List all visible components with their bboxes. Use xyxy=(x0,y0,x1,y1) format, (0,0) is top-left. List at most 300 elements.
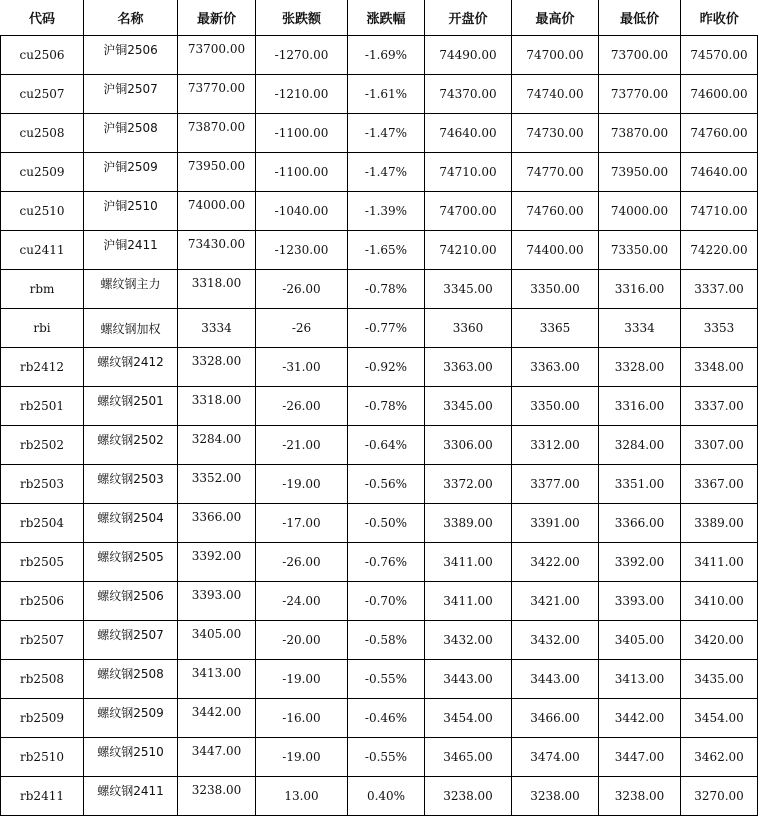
col-header-high[interactable]: 最高价 xyxy=(512,0,599,36)
cell-low xyxy=(599,465,681,504)
cell-text: 3365 xyxy=(539,321,571,335)
col-header-low[interactable]: 最低价 xyxy=(599,0,681,36)
col-header-change-pct[interactable]: 涨跌幅 xyxy=(348,0,425,36)
cell-name xyxy=(84,504,178,543)
cell-text: 3307.00 xyxy=(694,438,744,452)
cell-change xyxy=(256,699,348,738)
cell-text: 74210.00 xyxy=(439,243,497,257)
cell-text: 74570.00 xyxy=(690,48,748,62)
cell-name xyxy=(84,699,178,738)
cell-text: 螺纹钢2411 xyxy=(97,783,164,798)
cell-text: 螺纹钢2501 xyxy=(97,393,164,408)
cell-change-pct xyxy=(348,543,425,582)
cell-change xyxy=(256,270,348,309)
cell-text: 74370.00 xyxy=(439,87,497,101)
cell-prev-close xyxy=(681,465,758,504)
cell-text: 73870.00 xyxy=(187,120,246,134)
cell-text: -24.00 xyxy=(282,594,321,608)
cell-change xyxy=(256,504,348,543)
cell-text: 3393.00 xyxy=(191,588,242,602)
cell-last xyxy=(178,660,256,699)
cell-text: 3435.00 xyxy=(694,672,744,686)
cell-change xyxy=(256,114,348,153)
cell-text: -26 xyxy=(291,321,312,335)
table-row[interactable] xyxy=(1,621,758,660)
cell-high xyxy=(512,582,599,621)
cell-open xyxy=(425,699,512,738)
cell-text: -17.00 xyxy=(282,516,321,530)
cell-change xyxy=(256,777,348,816)
cell-text: 螺纹钢2506 xyxy=(97,588,164,603)
cell-text: cu2508 xyxy=(19,126,65,140)
cell-last xyxy=(178,621,256,660)
cell-high xyxy=(512,75,599,114)
table-row[interactable] xyxy=(1,270,758,309)
cell-open xyxy=(425,504,512,543)
cell-name xyxy=(84,426,178,465)
cell-low xyxy=(599,543,681,582)
cell-low xyxy=(599,114,681,153)
cell-prev-close xyxy=(681,153,758,192)
table-row[interactable] xyxy=(1,153,758,192)
cell-text: -1270.00 xyxy=(274,48,329,62)
cell-prev-close xyxy=(681,543,758,582)
cell-text: -1.61% xyxy=(364,87,408,101)
cell-text: 3392.00 xyxy=(614,555,665,569)
cell-text: 3318.00 xyxy=(191,393,242,407)
table-row[interactable] xyxy=(1,348,758,387)
cell-text: 73870.00 xyxy=(610,126,669,140)
cell-text: 3328.00 xyxy=(191,354,242,368)
cell-text: 螺纹钢2505 xyxy=(97,549,164,564)
cell-text: -26.00 xyxy=(282,555,321,569)
cell-text: -1.47% xyxy=(364,126,408,140)
cell-last xyxy=(178,504,256,543)
cell-name xyxy=(84,465,178,504)
cell-last xyxy=(178,231,256,270)
cell-text: 3318.00 xyxy=(191,276,242,290)
cell-high xyxy=(512,660,599,699)
cell-text: 沪铜2506 xyxy=(103,42,158,57)
cell-open xyxy=(425,660,512,699)
cell-low xyxy=(599,777,681,816)
cell-prev-close xyxy=(681,231,758,270)
cell-low xyxy=(599,738,681,777)
cell-change xyxy=(256,426,348,465)
cell-name xyxy=(84,75,178,114)
cell-prev-close xyxy=(681,270,758,309)
cell-prev-close xyxy=(681,426,758,465)
cell-high xyxy=(512,231,599,270)
cell-text: 3420.00 xyxy=(694,633,744,647)
cell-text: 3447.00 xyxy=(191,744,242,758)
cell-change-pct xyxy=(348,504,425,543)
cell-high xyxy=(512,699,599,738)
cell-code xyxy=(1,426,84,465)
cell-text: -26.00 xyxy=(282,399,321,413)
cell-text: -1230.00 xyxy=(274,243,329,257)
cell-text: cu2507 xyxy=(19,87,65,101)
cell-text: 3422.00 xyxy=(530,555,580,569)
cell-text: 3238.00 xyxy=(191,783,242,797)
cell-text: 3284.00 xyxy=(614,438,665,452)
cell-text: 3348.00 xyxy=(694,360,744,374)
table-row[interactable] xyxy=(1,777,758,816)
cell-code xyxy=(1,348,84,387)
cell-last xyxy=(178,114,256,153)
cell-code xyxy=(1,621,84,660)
cell-text: -0.46% xyxy=(364,711,408,725)
cell-low xyxy=(599,153,681,192)
cell-low xyxy=(599,387,681,426)
cell-text: 3421.00 xyxy=(530,594,580,608)
cell-code xyxy=(1,114,84,153)
cell-text: -0.64% xyxy=(364,438,408,452)
cell-text: cu2509 xyxy=(19,165,65,179)
cell-text: 3443.00 xyxy=(530,672,580,686)
cell-code xyxy=(1,387,84,426)
cell-change-pct xyxy=(348,348,425,387)
cell-code xyxy=(1,465,84,504)
cell-open xyxy=(425,153,512,192)
cell-text: rb2502 xyxy=(20,438,64,452)
cell-text: 74000.00 xyxy=(610,204,669,218)
cell-high xyxy=(512,465,599,504)
cell-text: 13.00 xyxy=(284,789,319,803)
cell-text: cu2510 xyxy=(19,204,65,218)
cell-name xyxy=(84,192,178,231)
cell-text: 74700.00 xyxy=(439,204,497,218)
cell-last xyxy=(178,543,256,582)
cell-high xyxy=(512,543,599,582)
cell-last xyxy=(178,777,256,816)
cell-text: rb2505 xyxy=(20,555,64,569)
cell-change-pct xyxy=(348,153,425,192)
cell-name xyxy=(84,660,178,699)
cell-text: 3454.00 xyxy=(694,711,744,725)
table-row[interactable] xyxy=(1,582,758,621)
cell-text: 3442.00 xyxy=(614,711,665,725)
cell-name xyxy=(84,348,178,387)
cell-code xyxy=(1,36,84,75)
cell-high xyxy=(512,348,599,387)
col-header-prev-close[interactable]: 昨收价 xyxy=(681,0,758,36)
cell-text: 3410.00 xyxy=(694,594,744,608)
cell-high xyxy=(512,621,599,660)
table-row[interactable] xyxy=(1,114,758,153)
cell-low xyxy=(599,231,681,270)
cell-code xyxy=(1,543,84,582)
cell-text: 73950.00 xyxy=(187,159,246,173)
cell-name xyxy=(84,387,178,426)
cell-open xyxy=(425,738,512,777)
cell-text: -21.00 xyxy=(282,438,321,452)
cell-text: -1210.00 xyxy=(274,87,329,101)
cell-text: 沪铜2509 xyxy=(103,159,158,174)
cell-text: rb2509 xyxy=(20,711,64,725)
cell-text: -26.00 xyxy=(282,282,321,296)
cell-text: 73950.00 xyxy=(610,165,669,179)
cell-open xyxy=(425,387,512,426)
table-row[interactable] xyxy=(1,660,758,699)
cell-low xyxy=(599,270,681,309)
cell-prev-close xyxy=(681,387,758,426)
cell-text: 3413.00 xyxy=(614,672,665,686)
col-header-name[interactable]: 名称 xyxy=(84,0,178,36)
table-row[interactable] xyxy=(1,75,758,114)
cell-text: 3363.00 xyxy=(443,360,493,374)
cell-high xyxy=(512,309,599,348)
cell-text: 3389.00 xyxy=(443,516,493,530)
cell-code xyxy=(1,699,84,738)
cell-high xyxy=(512,504,599,543)
cell-code xyxy=(1,270,84,309)
cell-text: 3447.00 xyxy=(614,750,665,764)
cell-text: -0.78% xyxy=(364,282,408,296)
cell-change-pct xyxy=(348,231,425,270)
cell-text: 螺纹钢2510 xyxy=(97,744,164,759)
cell-text: 3442.00 xyxy=(191,705,242,719)
cell-text: 74760.00 xyxy=(690,126,748,140)
table-row[interactable] xyxy=(1,231,758,270)
cell-high xyxy=(512,192,599,231)
cell-code xyxy=(1,738,84,777)
cell-last xyxy=(178,270,256,309)
cell-text: -0.92% xyxy=(364,360,408,374)
cell-name xyxy=(84,36,178,75)
cell-open xyxy=(425,192,512,231)
cell-text: rb2503 xyxy=(20,477,64,491)
cell-text: 3363.00 xyxy=(530,360,580,374)
cell-text: rbm xyxy=(29,282,55,296)
cell-text: 3316.00 xyxy=(614,282,665,296)
cell-low xyxy=(599,426,681,465)
table-row[interactable] xyxy=(1,36,758,75)
cell-low xyxy=(599,660,681,699)
cell-change xyxy=(256,36,348,75)
cell-text: 3474.00 xyxy=(530,750,580,764)
cell-prev-close xyxy=(681,309,758,348)
cell-text: 3337.00 xyxy=(694,282,744,296)
cell-text: -1.65% xyxy=(364,243,408,257)
cell-change xyxy=(256,387,348,426)
table-row[interactable] xyxy=(1,192,758,231)
col-header-last[interactable]: 最新价 xyxy=(178,0,256,36)
cell-text: 螺纹钢2502 xyxy=(97,432,164,447)
cell-text: 3432.00 xyxy=(443,633,493,647)
cell-text: 0.40% xyxy=(366,789,406,803)
cell-text: 3353 xyxy=(703,321,735,335)
cell-text: 3466.00 xyxy=(530,711,580,725)
cell-text: 3312.00 xyxy=(530,438,580,452)
cell-high xyxy=(512,777,599,816)
cell-open xyxy=(425,348,512,387)
cell-text: 3411.00 xyxy=(443,594,493,608)
cell-text: 74760.00 xyxy=(526,204,584,218)
cell-text: 3350.00 xyxy=(530,282,580,296)
table-row[interactable] xyxy=(1,504,758,543)
cell-prev-close xyxy=(681,621,758,660)
cell-text: rb2411 xyxy=(20,789,64,803)
cell-low xyxy=(599,621,681,660)
cell-prev-close xyxy=(681,582,758,621)
cell-high xyxy=(512,387,599,426)
cell-text: 螺纹钢2508 xyxy=(97,666,164,681)
cell-text: 74600.00 xyxy=(690,87,748,101)
col-header-open[interactable]: 开盘价 xyxy=(425,0,512,36)
cell-text: 74000.00 xyxy=(187,198,246,212)
cell-text: 3366.00 xyxy=(614,516,665,530)
cell-code xyxy=(1,192,84,231)
cell-text: 螺纹钢2509 xyxy=(97,705,164,720)
cell-low xyxy=(599,192,681,231)
cell-text: cu2506 xyxy=(19,48,65,62)
cell-text: -16.00 xyxy=(282,711,321,725)
cell-text: 74730.00 xyxy=(526,126,584,140)
cell-text: 螺纹钢2507 xyxy=(97,627,164,642)
cell-prev-close xyxy=(681,699,758,738)
cell-low xyxy=(599,699,681,738)
cell-last xyxy=(178,75,256,114)
cell-change xyxy=(256,465,348,504)
cell-prev-close xyxy=(681,738,758,777)
cell-code xyxy=(1,504,84,543)
cell-change-pct xyxy=(348,621,425,660)
cell-change-pct xyxy=(348,309,425,348)
cell-text: rb2507 xyxy=(20,633,64,647)
cell-change-pct xyxy=(348,387,425,426)
cell-text: -1100.00 xyxy=(274,165,329,179)
cell-text: -19.00 xyxy=(282,477,321,491)
cell-name xyxy=(84,153,178,192)
cell-prev-close xyxy=(681,114,758,153)
cell-text: 73350.00 xyxy=(610,243,669,257)
cell-open xyxy=(425,309,512,348)
cell-text: 3238.00 xyxy=(530,789,580,803)
cell-text: 3284.00 xyxy=(191,432,242,446)
cell-last xyxy=(178,387,256,426)
cell-high xyxy=(512,114,599,153)
table-row[interactable] xyxy=(1,387,758,426)
cell-open xyxy=(425,270,512,309)
cell-code xyxy=(1,660,84,699)
cell-change xyxy=(256,621,348,660)
cell-text: 73430.00 xyxy=(187,237,246,251)
cell-name xyxy=(84,309,178,348)
cell-last xyxy=(178,153,256,192)
cell-change-pct xyxy=(348,699,425,738)
cell-change-pct xyxy=(348,36,425,75)
cell-change xyxy=(256,660,348,699)
cell-prev-close xyxy=(681,660,758,699)
cell-text: -20.00 xyxy=(282,633,321,647)
table-row[interactable] xyxy=(1,465,758,504)
cell-last xyxy=(178,348,256,387)
cell-text: 74740.00 xyxy=(526,87,584,101)
cell-text: cu2411 xyxy=(19,243,65,257)
cell-text: 3411.00 xyxy=(443,555,493,569)
cell-low xyxy=(599,348,681,387)
cell-text: 74710.00 xyxy=(439,165,497,179)
cell-text: 螺纹钢2504 xyxy=(97,510,164,525)
cell-text: 3306.00 xyxy=(443,438,493,452)
cell-text: 3372.00 xyxy=(443,477,493,491)
cell-name xyxy=(84,777,178,816)
cell-text: -0.78% xyxy=(364,399,408,413)
cell-change-pct xyxy=(348,465,425,504)
cell-open xyxy=(425,75,512,114)
table-row[interactable] xyxy=(1,699,758,738)
cell-low xyxy=(599,504,681,543)
cell-prev-close xyxy=(681,192,758,231)
cell-text: -0.56% xyxy=(364,477,408,491)
cell-text: 3334 xyxy=(201,321,232,335)
cell-change-pct xyxy=(348,777,425,816)
table-row[interactable] xyxy=(1,543,758,582)
cell-text: rb2412 xyxy=(20,360,64,374)
cell-text: 3389.00 xyxy=(694,516,744,530)
col-header-change[interactable]: 张跌额 xyxy=(256,0,348,36)
cell-change-pct xyxy=(348,660,425,699)
table-row[interactable] xyxy=(1,309,758,348)
col-header-code[interactable]: 代码 xyxy=(1,0,84,36)
cell-high xyxy=(512,270,599,309)
cell-text: 74770.00 xyxy=(526,165,584,179)
cell-text: 3454.00 xyxy=(443,711,493,725)
cell-text: 3432.00 xyxy=(530,633,580,647)
cell-text: rb2508 xyxy=(20,672,64,686)
cell-text: 螺纹钢加权 xyxy=(100,321,161,336)
cell-last xyxy=(178,738,256,777)
cell-code xyxy=(1,309,84,348)
cell-text: 74490.00 xyxy=(439,48,497,62)
cell-text: 3350.00 xyxy=(530,399,580,413)
cell-text: 74710.00 xyxy=(690,204,748,218)
cell-code xyxy=(1,75,84,114)
cell-last xyxy=(178,699,256,738)
table-row[interactable] xyxy=(1,426,758,465)
cell-change xyxy=(256,309,348,348)
cell-text: 3411.00 xyxy=(694,555,744,569)
cell-text: -0.55% xyxy=(364,672,408,686)
cell-code xyxy=(1,777,84,816)
cell-code xyxy=(1,153,84,192)
cell-prev-close xyxy=(681,777,758,816)
cell-high xyxy=(512,153,599,192)
cell-name xyxy=(84,270,178,309)
cell-text: 3392.00 xyxy=(191,549,242,563)
cell-text: 3316.00 xyxy=(614,399,665,413)
cell-text: 3377.00 xyxy=(530,477,580,491)
cell-change-pct xyxy=(348,738,425,777)
cell-change-pct xyxy=(348,270,425,309)
cell-change xyxy=(256,738,348,777)
cell-text: 沪铜2508 xyxy=(103,120,158,135)
cell-text: 3465.00 xyxy=(443,750,493,764)
cell-text: 沪铜2411 xyxy=(103,237,158,252)
table-body xyxy=(1,36,758,816)
cell-text: -1.47% xyxy=(364,165,408,179)
cell-text: -19.00 xyxy=(282,672,321,686)
cell-change-pct xyxy=(348,192,425,231)
cell-text: 3366.00 xyxy=(191,510,242,524)
cell-prev-close xyxy=(681,504,758,543)
table-row[interactable] xyxy=(1,738,758,777)
cell-text: 3405.00 xyxy=(191,627,242,641)
cell-text: 74400.00 xyxy=(526,243,584,257)
cell-low xyxy=(599,36,681,75)
cell-low xyxy=(599,309,681,348)
